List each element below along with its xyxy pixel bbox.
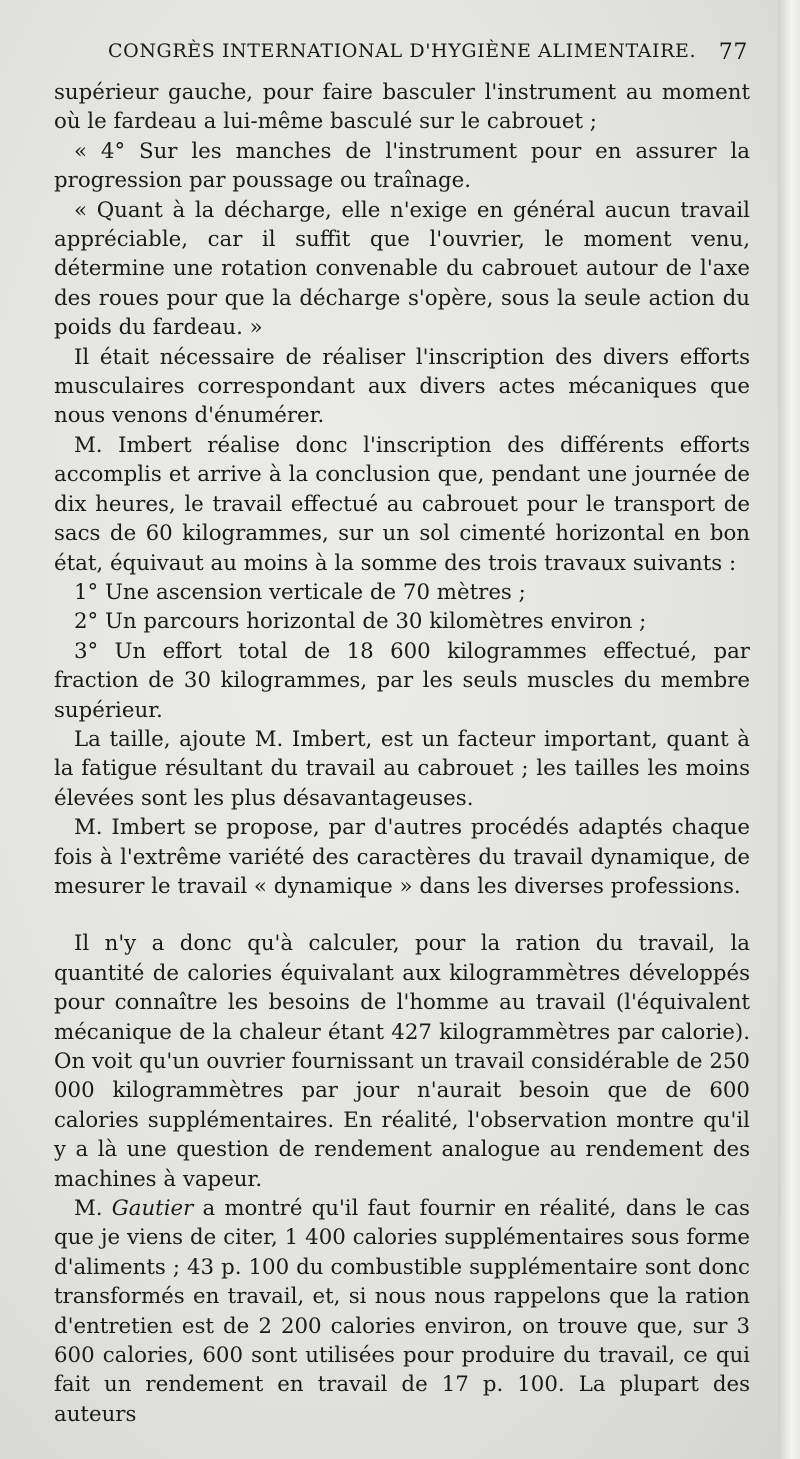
gautier-prefix: M. (74, 1196, 112, 1222)
paragraph-quote-discharge: « Quant à la décharge, elle n'exige en général aucun travail appréciable, car il suffit que l'ouvrier, le moment venu, détermine une rotation convenable du cabrouet autour de l'axe des roues pour que la décharge s'opère, sous la seule action du poids du fardeau. » (54, 197, 750, 341)
gautier-text: a montré qu'il faut fournir en réalité, dans le cas que je viens de citer, 1 400 calories supplémentaires sous forme d'aliments ; 43 p. 100 du combustible supplémentaire sont donc transformés en travail, et, si nous nous rappelons que la ration d'entretien est de 2 200 calories environ, on trouve que, sur 3 600 calories, 600 sont utilisées pour produire du travail, ce qui fait un rendement en travail de 17 p. 100. La plupart des auteurs (54, 1196, 750, 1427)
list-item-2: 2° Un parcours horizontal de 30 kilomètres environ ; (74, 609, 647, 635)
list-item-1: 1° Une ascension verticale de 70 mètres ; (74, 579, 526, 605)
section-gap (54, 901, 750, 929)
running-title: CONGRÈS INTERNATIONAL D'HYGIÈNE ALIMENTAIRE. (108, 40, 697, 62)
paragraph-gautier (54, 1194, 750, 1429)
list-item-3: 3° Un effort total de 18 600 kilogrammes effectué, par fraction de 30 kilogrammes, par les seuls muscles du membre supérieur. (54, 638, 750, 723)
paragraph-taille: La taille, ajoute M. Imbert, est un facteur important, quant à la fatigue résultant du travail au cabrouet ; les tailles les moins élevées sont les plus désavantageuses. (54, 726, 750, 811)
paragraph-calories: Il n'y a donc qu'à calculer, pour la ration du travail, la quantité de calories équivalant aux kilogrammètres développés pour connaître les besoins de l'homme au travail (l'équivalent mécanique de la chaleur étant 427 kilogrammètres par calorie). On voit qu'un ouvrier fournissant un travail considérable de 250 000 kilogrammètres par jour n'aurait besoin que de 600 calories supplémentaires. En réalité, l'observation montre qu'il y a là une question de rendement analogue au rendement des machines à vapeur. (54, 931, 750, 1192)
author-name-gautier: Gautier (111, 1196, 194, 1222)
page-number: 77 (718, 40, 748, 65)
paragraph-continued: supérieur gauche, pour faire basculer l'instrument au moment où le fardeau a lui-même basculé sur le cabrouet ; (54, 80, 750, 135)
body-text (54, 78, 750, 1429)
page-edge-shadow (778, 0, 800, 1459)
paragraph-imbert-conclusion: M. Imbert réalise donc l'inscription des différents efforts accomplis et arrive à la conclusion que, pendant une journée de dix heures, le travail effectué au cabrouet pour le transport de sacs de 60 kilogrammes, sur un sol cimenté horizontal en bon état, équivaut au moins à la somme des trois travaux suivants : (54, 432, 750, 576)
paragraph-imbert-proposal: M. Imbert se propose, par d'autres procédés adaptés chaque fois à l'extrême variété des caractères du travail dynamique, de mesurer le travail « dynamique » dans les diverses professions. (54, 815, 750, 899)
paragraph-inscription: Il était nécessaire de réaliser l'inscription des divers efforts musculaires correspondant aux divers actes mécaniques que nous venons d'énumérer. (54, 344, 750, 429)
paragraph-quote-item4: « 4° Sur les manches de l'instrument pour en assurer la progression par poussage ou traînage. (54, 138, 750, 194)
running-head (108, 40, 748, 65)
